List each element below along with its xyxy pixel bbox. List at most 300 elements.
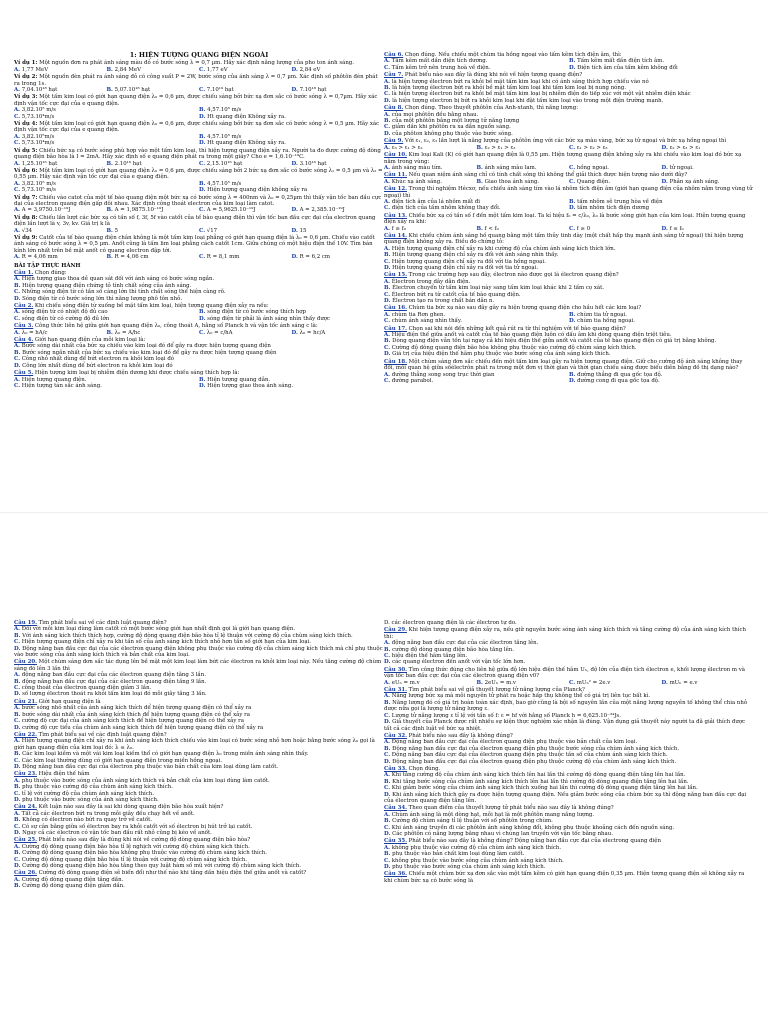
option-letter: B.: [14, 784, 21, 791]
option-text: điện tích âm của lá nhôm mất đi: [390, 198, 481, 205]
option-text: Sóng điện từ có bước sóng lớn thì năng lượng phô tôn nhỏ.: [20, 295, 183, 302]
column-top-right: [384, 52, 754, 385]
option-text: Năng lượng đó có giá trị hoàn toàn xác định, bao giờ cũng là bội số nguyên lần của một năng lượng nguyên tố không thể chia nhỏ được nữa gọi là lượng tử năng lượng ε.: [384, 699, 748, 713]
option-letter: C.: [14, 289, 21, 296]
question-number[interactable]: Câu 9.: [384, 138, 404, 145]
option-text: Khúc xạ ánh sáng.: [390, 178, 442, 185]
answer-option: [14, 863, 384, 869]
question-item: [384, 667, 754, 686]
question-number[interactable]: Câu 13.: [384, 212, 407, 219]
option-letter: A.: [384, 178, 391, 185]
question-item: [14, 74, 384, 93]
answer-option: [662, 145, 755, 151]
answer-options: [14, 377, 384, 390]
option-text: 3,82.10⁵ m/s: [20, 180, 56, 187]
question-number[interactable]: Câu 24.: [14, 804, 37, 811]
option-letter: A.: [384, 332, 391, 339]
question-text: Kết luận nào sau đây là sai khi dòng quang điện bão hòa xuất hiện?: [36, 804, 224, 811]
answer-options: [14, 207, 384, 213]
question-text: Chiếu bức xạ có bước sóng phù hợp vào một tấm kim loại, thì hiện tượng quang điện xảy ra. Người ta đo được cường độ dòng quang điện bão hòa là I = 2mA. Hãy xác định số e quang điện phát ra trong một giây? Cho e = 1,6.10⁻¹⁹C.: [14, 147, 381, 161]
page-title: 1: HIỆN TƯỢNG QUANG ĐIỆN NGOÀI: [129, 51, 269, 59]
option-text: phụ thuộc vào bước sóng của ánh sáng kích thích.: [20, 796, 159, 803]
question-number[interactable]: Câu 14.: [384, 232, 407, 239]
answer-option: [569, 179, 662, 185]
option-text: 1,77 eV: [205, 66, 228, 73]
option-letter: D.: [199, 140, 206, 147]
option-letter: C.: [14, 113, 21, 120]
option-letter: B.: [384, 118, 391, 125]
option-letter: D.: [199, 382, 206, 389]
answer-option: [569, 205, 754, 211]
option-letter: D.: [199, 113, 206, 120]
answer-option: [477, 179, 570, 185]
option-text: Điện tích âm của tấm kẽm không đổi: [575, 64, 678, 71]
question-stem: [14, 235, 384, 254]
question-number: Ví dụ 1:: [14, 60, 38, 67]
option-letter: A.: [14, 329, 21, 336]
column-bottom-left: [14, 620, 384, 891]
option-text: Đối với mỗi kim loại dùng làm catốt có một bước sóng giới hạn nhất định gọi là giới hạn quang điện.: [20, 626, 296, 633]
question-stem: [384, 213, 754, 226]
question-number[interactable]: Câu 21.: [14, 698, 37, 705]
option-text: cường độ cực tiểu của chùm ánh sáng kích thích để hiện tượng quang điện có thể xảy ra: [20, 724, 264, 731]
question-item: [384, 733, 754, 765]
answer-option: [199, 383, 384, 389]
question-number[interactable]: Câu 6.: [384, 52, 404, 58]
option-letter: D.: [384, 864, 391, 871]
question-number[interactable]: Câu 5.: [14, 370, 34, 377]
answer-options: [384, 145, 754, 151]
option-letter: A.: [384, 844, 391, 851]
question-number[interactable]: Câu 16.: [384, 305, 407, 312]
option-text: Động năng ban đầu cực đại của các électron quang điện không phụ thuộc vào cường độ của chùm sáng kích thích mà chỉ phụ thuộc vào bước sóng của ánh sáng kích thích và bản chất của kim loại.: [14, 645, 383, 659]
option-text: số lượng électron thoát ra khỏi tấm kim loại đó mỗi giây tăng 3 lần.: [20, 691, 207, 698]
question-item: [14, 168, 384, 194]
option-text: phụ thuộc vào bước sóng của ánh sáng kích thích và bản chất của kim loại dùng làm catốt.: [20, 777, 270, 784]
option-letter: D.: [661, 164, 668, 171]
question-item: [14, 804, 384, 836]
answer-option: [199, 187, 384, 193]
option-letter: C.: [14, 718, 21, 725]
question-number[interactable]: Câu 18.: [384, 358, 407, 365]
option-letter: C.: [384, 344, 391, 351]
option-text: 5,73.10⁵ m/s: [20, 187, 56, 194]
question-number[interactable]: Câu 29.: [384, 627, 407, 634]
option-text: chùm tia tử ngoại.: [575, 311, 627, 318]
answer-option: [384, 719, 754, 732]
question-item: [14, 699, 384, 731]
option-text: Cường độ chùm sáng tỉ lệ thuận với số phôtôn trong chùm.: [390, 818, 553, 825]
option-text: 15: [297, 227, 307, 234]
option-text: ε₁ > ε₂ > ε₃: [575, 144, 608, 151]
option-letter: C.: [384, 824, 391, 831]
answer-option: [384, 205, 569, 211]
option-letter: B.: [106, 207, 113, 214]
option-text: sóng điện từ phải là ánh sáng nhìn thấy được: [205, 315, 331, 322]
answer-options: [14, 738, 384, 770]
question-item: [14, 370, 384, 389]
question-stem: [14, 659, 384, 672]
option-letter: A.: [14, 276, 21, 283]
question-number[interactable]: Câu 36.: [384, 871, 407, 878]
option-letter: C.: [199, 254, 206, 261]
answer-option: [14, 646, 384, 659]
option-text: ε₃ > ε₁ > ε₂: [390, 144, 423, 151]
question-text: Trong thí nghiệm Hécxơ, nếu chiếu ánh sáng tím vào lá nhôm tích điện âm (giới hạn quang điện của nhôm nằm trong vùng tử ngoại) thì: [384, 186, 753, 199]
answer-option: [384, 831, 754, 837]
question-text: Một nguồn đèn phát ra ánh sáng đỏ có công suất P = 2W, bước sóng của ánh sáng λ = 0,7 µm. Xác định số phôtôn đèn phát ra trong 1s.: [14, 74, 378, 87]
option-text: Hiện tượng quang điện chỉ xảy ra đối với tia hồng ngoại.: [390, 258, 546, 265]
question-number[interactable]: Câu 7.: [384, 72, 404, 79]
question-number[interactable]: Câu 33.: [384, 765, 407, 772]
option-letter: A.: [384, 78, 391, 85]
answer-options: [384, 165, 754, 171]
answer-options: [14, 672, 384, 698]
question-text: Tìm phát biểu sai về các định luật quang điện?: [36, 731, 167, 738]
question-text: Theo quan điểm của thuyết lượng tử phát biểu nào sau đây là không đúng?: [406, 805, 614, 812]
question-item: [384, 838, 754, 870]
option-text: Động năng ban đầu cực đại của électron phụ thuộc vào bản chất của kim loại dùng làm catốt.: [20, 763, 279, 770]
option-text: Tất cả các électron bứt ra trong mỗi giây đều chạy hết về anốt.: [20, 810, 195, 817]
question-number[interactable]: Câu 31.: [384, 687, 407, 694]
option-text: ε₂ > ε₃ > ε₁: [667, 144, 701, 151]
option-text: Hiện tượng quang điện chỉ xảy ra khi cường độ của chùm ánh sáng kích thích lớn.: [390, 245, 616, 252]
question-item: [14, 837, 384, 869]
option-text: Lượng tử năng lượng ε tỉ lệ với tần số f: ε = hf với hằng số Planck h = 6,625.10⁻³⁴Js.: [390, 712, 621, 719]
option-letter: D.: [384, 351, 391, 358]
option-text: Khi giảm bước sóng của chùm ánh sáng kích thích xuống hai lần thì cường độ dòng quang điện tăng lên hai lần.: [390, 785, 698, 792]
option-letter: B.: [106, 254, 113, 261]
answer-options: [14, 778, 384, 804]
question-number[interactable]: Câu 30.: [384, 666, 407, 673]
option-text: mUₕ² = 2e.v: [575, 679, 611, 686]
answer-option: [14, 316, 199, 322]
question-text: Chọn đúng:: [33, 270, 67, 276]
option-text: 3,82.10⁵ m/s: [20, 107, 56, 114]
answer-option: [14, 883, 384, 889]
option-text: công thoát của électron quang điện giảm 3 lần.: [20, 685, 152, 692]
answer-option: [199, 254, 292, 260]
option-text: Khi ánh sáng kích thích gây ra được hiện tượng quang điện. Nếu giảm bước sóng của chùm bức xạ thì động năng ban đầu cực đại của électron quang điện tăng lên.: [384, 791, 747, 804]
answer-option: [569, 680, 662, 686]
option-letter: C.: [569, 178, 576, 185]
option-letter: C.: [384, 205, 391, 212]
question-text: Khi chiếu chùm ánh sáng hồ quang bằng một tấm thủy tinh dày (một chất hấp thụ mạnh ánh sáng tử ngoại) thì hiện tượng quang điện không xảy ra. Điều đó chứng tỏ:: [384, 232, 744, 246]
option-text: Giao thoa ánh sáng.: [482, 178, 540, 185]
answer-options: [14, 811, 384, 837]
option-letter: D.: [384, 298, 391, 305]
practice-list: [14, 270, 384, 389]
option-text: không phụ thuộc vào cường độ của chùm ánh sáng kích thích.: [390, 844, 562, 851]
question-item: [384, 105, 754, 137]
answer-option: [384, 145, 477, 151]
answer-options: [14, 67, 384, 73]
answer-option: [199, 228, 292, 234]
option-letter: D.: [569, 64, 576, 71]
question-number[interactable]: Câu 8.: [384, 105, 404, 112]
option-text: Hiện tượng quang điện.: [20, 376, 87, 383]
question-number[interactable]: Câu 15.: [384, 272, 407, 279]
question-text: Chọn sai khi nói đến những kết quả rút ra từ thí nghiệm với tế bào quang điện?: [406, 325, 626, 332]
option-text: chùm tia hồng ngoại.: [575, 318, 635, 325]
question-number[interactable]: Câu 25.: [14, 837, 37, 844]
option-text: Cường độ dòng quang điện bão hòa tăng theo quy luật hàm số mũ với cường độ chùm sáng kích thích.: [20, 863, 301, 870]
option-text: √34: [20, 227, 33, 234]
option-text: tỉ lệ với cường độ của chùm ánh sáng kích thích.: [20, 790, 154, 797]
question-text: Một chùm sáng đơn sắc chiếu đến một tấm kim loại gây ra hiện tượng quang điện. Giữ cho cường độ ánh sáng không thay đổi, mỗi quan hệ giữa sốélectrôn phát ra trong một đơn vị thời gian và thời gian chiếu sáng được biểu diễn bằng đồ thị dạng nào?: [384, 358, 743, 372]
answer-options: [14, 276, 384, 302]
question-text: Chọn đúng.: [406, 765, 441, 772]
option-letter: C.: [384, 857, 391, 864]
option-text: Động năng ban đầu cực đại của électron quang điện phụ thuộc cường độ của chùm ánh sáng kích thích.: [390, 758, 677, 765]
answer-option: [14, 114, 199, 120]
answer-option: [292, 254, 385, 260]
option-text: 7.10¹⁸ hạt: [297, 87, 327, 94]
question-list: [14, 620, 384, 890]
option-text: Năng lượng bức xạ mà mỗi nguyên tử phát ra hoặc hấp thụ không thể có giá trị liên tục bất kì.: [390, 693, 651, 700]
option-text: 5,07.10¹⁸ hạt: [112, 87, 151, 94]
option-text: R = 8,1 mm: [205, 254, 240, 261]
option-letter: D.: [384, 758, 391, 765]
question-number[interactable]: Câu 32.: [384, 732, 407, 739]
option-letter: B.: [384, 252, 391, 259]
option-letter: D.: [291, 329, 298, 336]
question-number[interactable]: Câu 10.: [384, 152, 407, 159]
answer-option: [199, 67, 292, 73]
question-stem: [384, 359, 754, 372]
option-text: Hiện tượng giao thoa ánh sáng.: [205, 382, 294, 389]
option-text: 2eUₕ = m.v: [482, 679, 516, 686]
option-text: 1,77 MeV: [20, 66, 49, 73]
option-letter: B.: [199, 133, 206, 140]
question-item: [384, 213, 754, 232]
answer-options: [384, 332, 754, 358]
option-text: Các kim loại thường dùng có giới hạn quang điện trong miền hồng ngoại.: [20, 757, 223, 764]
question-number[interactable]: Câu 34.: [384, 805, 407, 812]
question-text: Tìm phát biểu sai về các định luật quang điện?: [36, 620, 167, 626]
question-number[interactable]: Câu 17.: [384, 325, 407, 332]
option-letter: A.: [14, 738, 21, 745]
column-bottom-right: [384, 620, 754, 885]
answer-options: [384, 739, 754, 765]
option-letter: C.: [384, 318, 391, 325]
question-number[interactable]: Câu 19.: [14, 620, 37, 626]
option-letter: A.: [384, 164, 391, 171]
option-letter: B.: [384, 85, 391, 92]
option-text: f < f₀: [482, 225, 499, 232]
question-text: Chọn đúng. Theo thuyết phôtôn của Anh-xtanh, thì năng lượng:: [403, 105, 579, 112]
answer-options: [384, 226, 754, 232]
option-letter: A.: [384, 772, 391, 779]
option-text: đường thẳng song song trục thời gian: [390, 371, 495, 378]
question-text: Hiệu điện thế hãm: [36, 771, 90, 778]
option-letter: C.: [384, 64, 391, 71]
option-text: Électron trong dây dẫn điện.: [390, 278, 471, 285]
answer-option: [384, 378, 569, 384]
option-text: Tấm kẽm mất dần điện tích âm.: [575, 58, 665, 65]
option-letter: C.: [384, 124, 391, 131]
option-letter: D.: [569, 318, 576, 325]
option-text: Công nhỏ nhất dùng để bứt electron ra khỏi kim loại đó: [20, 356, 175, 363]
option-text: Hiện tượng quang điện chỉ xảy ra đối với ánh sáng nhìn thấy.: [390, 252, 559, 259]
option-letter: B.: [106, 66, 113, 73]
option-text: phụ thuộc vào bước sóng của chùm ánh sáng kích thích.: [390, 864, 546, 871]
page-top: [0, 0, 768, 512]
option-text: các quang électron đến anốt với vận tốc lớn hơn.: [390, 659, 526, 666]
option-text: Dòng quang điện vẫn tồn tại ngay cả khi hiệu điện thế giữa anốt và catốt của tế bào quang điện có giá trị bằng không.: [390, 338, 717, 345]
option-letter: A.: [14, 66, 21, 73]
option-text: sóng điện từ có bước sóng thích hợp: [205, 309, 306, 316]
option-text: đường cong đi qua gốc tọa độ.: [575, 377, 660, 384]
option-text: Hiện tượng quang điện không xảy ra: [205, 187, 308, 194]
question-number[interactable]: Câu 1.: [14, 270, 34, 276]
option-letter: B.: [14, 751, 21, 758]
option-letter: D.: [569, 205, 576, 212]
option-letter: D.: [384, 130, 391, 137]
question-number[interactable]: Câu 4.: [14, 337, 34, 344]
option-letter: B.: [14, 632, 21, 639]
question-stem: [384, 233, 754, 246]
option-letter: A.: [384, 811, 391, 818]
option-letter: C.: [384, 712, 391, 719]
answer-option: [14, 87, 107, 93]
option-text: 7.10¹⁹ hạt: [205, 87, 234, 94]
option-letter: A.: [14, 343, 21, 350]
option-text: tấm nhôm sẽ trung hòa về điện: [575, 198, 663, 205]
question-number[interactable]: Câu 35.: [384, 838, 407, 845]
option-letter: A.: [14, 160, 21, 167]
option-letter: B.: [569, 311, 576, 318]
answer-option: [569, 65, 754, 71]
answer-option: [199, 316, 384, 322]
question-stem: [384, 186, 754, 199]
option-letter: D.: [661, 144, 668, 151]
option-text: không phụ thuộc vào bước sóng của chùm ánh sáng kích thích.: [390, 857, 564, 864]
option-letter: B.: [14, 678, 21, 685]
question-number[interactable]: Câu 2.: [14, 303, 34, 310]
answer-options: [14, 134, 384, 147]
answer-options: [14, 626, 384, 658]
option-letter: B.: [384, 285, 391, 292]
option-letter: C.: [384, 752, 391, 759]
option-text: tấm nhôm tích điện dương: [575, 205, 650, 212]
option-text: eUₕ = m.v: [390, 679, 420, 686]
option-text: R = 6,2 cm: [297, 254, 330, 261]
question-number[interactable]: Câu 26.: [14, 870, 37, 877]
section-heading: BÀI TẬP THỰC HÀNH: [14, 262, 81, 269]
question-number[interactable]: Câu 11.: [384, 172, 407, 179]
option-text: Không có électron nào bứt ra quay trở về catốt.: [20, 817, 153, 824]
option-letter: A.: [384, 225, 391, 232]
option-letter: B.: [106, 329, 113, 336]
option-letter: A.: [384, 679, 391, 686]
option-text: Chùm ánh sáng là một dòng hạt, mỗi hạt là một phôtôn mang năng lượng.: [390, 811, 595, 818]
question-item: [14, 620, 384, 658]
question-stem: [14, 121, 384, 134]
option-letter: A.: [384, 739, 391, 746]
option-text: λ₀ = hA/c: [20, 329, 48, 336]
answer-option: [662, 179, 755, 185]
option-text: điện tích của tấm nhôm không thay đổi.: [390, 205, 501, 212]
option-letter: B.: [384, 818, 391, 825]
option-text: Hiệu điện thế giữa anốt và catốt của tế bào quang điện luôn có dấu âm khi dòng quang điện triệt tiêu.: [390, 332, 672, 339]
option-letter: A.: [14, 810, 21, 817]
answer-option: [384, 759, 754, 765]
option-text: Hiện tượng quang điện chỉ xảy ra khi ánh sáng kích thích chiếu vào kim loại có bước sóng nhỏ hơn hoặc bằng bước sóng λ₀ gọi là giới hạn quang điện của kim loại đó: λ ≤ λ₀.: [14, 738, 375, 751]
option-text: 5,73.10⁴m/s: [20, 113, 55, 120]
option-letter: B.: [384, 699, 391, 706]
answer-option: [384, 226, 477, 232]
answer-option: [477, 226, 570, 232]
option-letter: C.: [14, 187, 21, 194]
option-text: Cường độ dòng quang điện bão hòa không phụ thuộc vào cường độ chùm sáng kích thích.: [390, 344, 637, 351]
answer-option: [292, 330, 385, 336]
question-text: Hiện tượng kim loại bị nhiễm điện dương khi được chiếu sáng thích hợp là:: [33, 370, 240, 377]
question-stem: [14, 74, 384, 87]
question-text: Catốt của tế bào quang điện chân không là một tấm kim loại phẳng có giới hạn quang điện là λ₀ = 0,6 µm. Chiếu vào catốt ánh sáng có bước sóng λ = 0,5 µm. Anốt cũng là tấm lim loại phẳng cách catốt 1cm. Giữa chúng có một hiệu điện thế 10V. Tìm bán kính lớn nhất trên bề mặt anốt có quang electron đập tới.: [14, 234, 375, 254]
question-stem: [384, 627, 754, 640]
option-text: bước sóng nhỏ nhất của ánh sáng kích thích để hiện tượng quang điện có thể xảy ra: [20, 705, 252, 712]
option-letter: C.: [14, 140, 21, 147]
option-letter: D.: [14, 724, 21, 731]
option-text: cường độ dòng quang điện bão hòa tăng lên.: [390, 646, 514, 653]
question-number[interactable]: Câu 22.: [14, 731, 37, 738]
option-letter: B.: [199, 309, 206, 316]
option-text: f ≥ 0: [575, 225, 591, 232]
question-text: Một tấm kim loại có giới hạn quang điện λ₀ = 0,6 µm, được chiếu sáng bởi bức xạ đơn sắc có bước sóng λ = 0,7µm. Hãy xác định vận tốc cực đại của e quang điện.: [14, 94, 378, 107]
answer-options: [384, 845, 754, 871]
answer-options: [14, 330, 384, 336]
question-number[interactable]: Câu 12.: [384, 186, 407, 193]
answer-options: [14, 877, 384, 890]
option-text: cường độ cực đại của ánh sáng kích thích để hiện tượng quang điện có thể xảy ra: [20, 718, 244, 725]
option-letter: B.: [106, 160, 113, 167]
question-text: Tìm công thức đúng cho liên hệ giữa độ lớn hiệu điện thế hãm Uₕ, độ lớn của điện tích électron e, khối lượng électron m và vận tốc ban đầu cực đại của các électron quang điện v0?: [384, 666, 745, 680]
option-letter: A.: [14, 626, 21, 633]
question-item: [14, 870, 384, 889]
question-text: Chiếu lần lượt các bức xạ có tần số f, 3f, 5f vào catốt của tế bào quang điện thì vận tốc ban đầu cực đại của electron quang điện lần lượt là v, 3v, kv. Giá trị k là: [14, 214, 376, 228]
question-number[interactable]: Câu 3.: [14, 323, 34, 330]
answer-option: [14, 187, 199, 193]
option-text: Cường độ dòng quang điện bão hòa tỉ lệ nghịch với cường độ chùm sáng kích thích.: [20, 843, 250, 850]
option-text: Hiện tượng quang điện chỉ xảy ra khi tần số của ánh sáng kích thích nhỏ hơn tần số giới hạn của kim loại.: [20, 639, 311, 646]
option-text: 1,25.10¹⁶ hạt: [20, 160, 58, 167]
question-item: [14, 121, 384, 147]
question-text: Giới hạn quang điện của mỗi kim loại là:: [33, 337, 146, 344]
answer-options: [14, 107, 384, 120]
answer-options: [384, 179, 754, 185]
option-text: 5,73.10⁴m/s: [20, 140, 55, 147]
answer-options: [14, 161, 384, 167]
answer-option: [14, 67, 107, 73]
question-item: [384, 138, 754, 151]
option-text: của một phôtôn bằng một lượng tử năng lượng: [390, 118, 520, 125]
option-text: đường thẳng đi qua gốc tọa độ.: [575, 371, 663, 378]
option-letter: A.: [14, 107, 21, 114]
question-item: [384, 766, 754, 804]
option-letter: A.: [384, 640, 391, 647]
question-text: Một nguồn đơn ra phát ánh sáng màu đỏ có bước sóng λ = 0,7 µm. Hãy xác định năng lượng của pho ton ánh sáng.: [37, 60, 354, 67]
option-letter: B.: [199, 180, 206, 187]
option-text: λ₀ = c/hA: [205, 329, 233, 336]
question-item: [14, 323, 384, 336]
question-text: Chiếu vào catot của một tế bào quang điện một bức xạ có bước sóng λ = 400nm và λ₀ = 0,25µm thì thấy vận tốc ban đầu cực đại của electron quang điện gấp đôi nhau. Xác định công thoát electron của kim loại làm catot.: [14, 194, 382, 207]
option-letter: C.: [14, 315, 21, 322]
option-text: 3,82.10⁵m/s: [20, 133, 55, 140]
question-number[interactable]: Câu 20.: [14, 659, 37, 666]
question-number[interactable]: Câu 23.: [14, 771, 37, 778]
question-item: [14, 337, 384, 369]
